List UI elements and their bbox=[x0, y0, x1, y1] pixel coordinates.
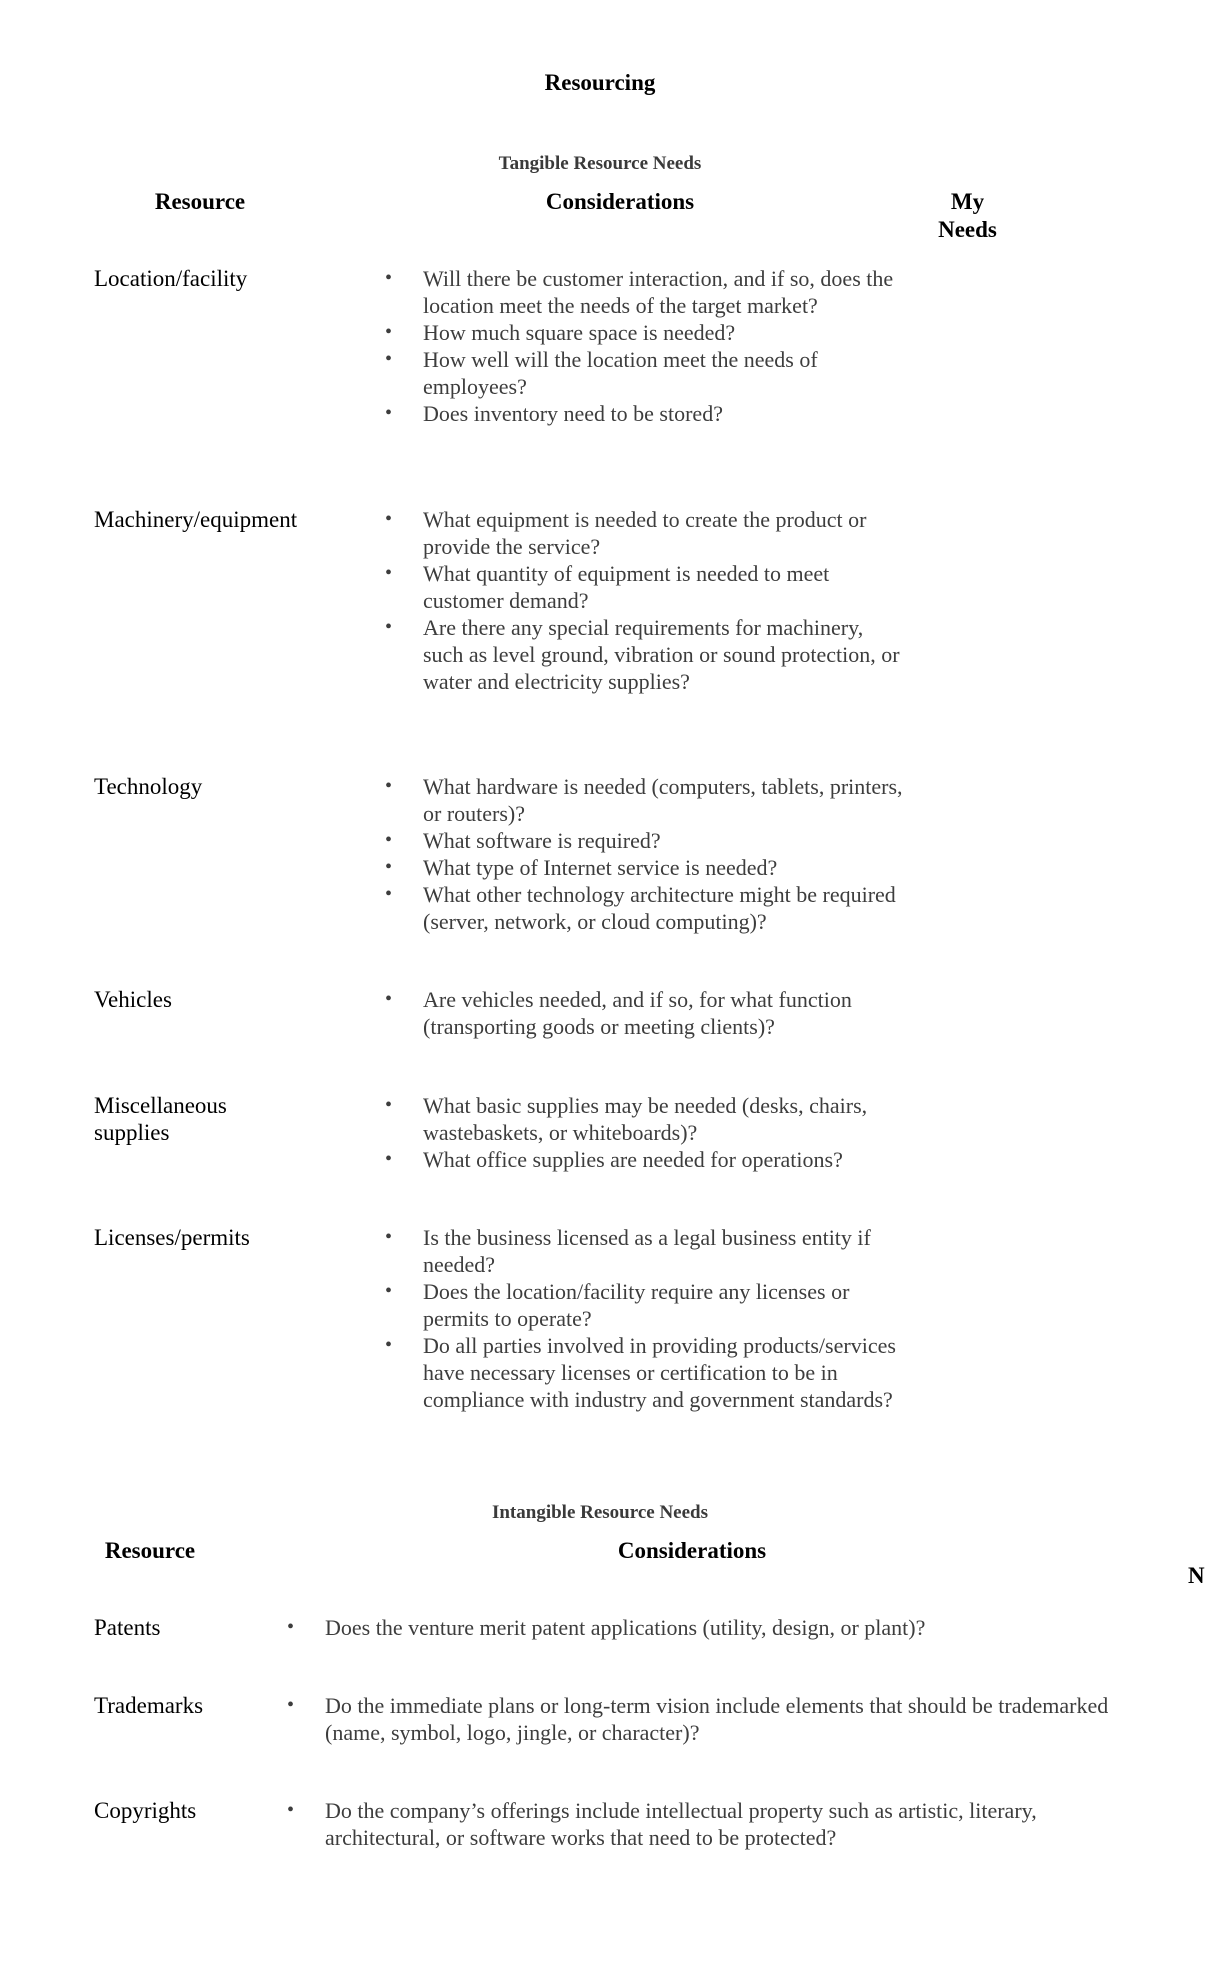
list-item: • How much square space is needed? bbox=[385, 319, 905, 346]
miscellaneous-supplies-considerations bbox=[385, 1092, 905, 1173]
list-item: • What basic supplies may be needed (desks, chairs, wastebaskets, or whiteboards)? bbox=[385, 1092, 905, 1146]
copyrights-considerations bbox=[287, 1797, 1127, 1851]
intangible-considerations-column-header: Considerations bbox=[617, 1538, 767, 1563]
row-label-machinery-equipment: Machinery/equipment bbox=[94, 507, 298, 532]
clipped-column-header: N bbox=[1188, 1563, 1205, 1588]
list-item: • Will there be customer interaction, and if so, does the location meet the needs of the target market? bbox=[385, 265, 905, 319]
machinery-equipment-considerations bbox=[385, 506, 905, 695]
list-item: • Does inventory need to be stored? bbox=[385, 400, 905, 427]
list-item: • What quantity of equipment is needed to meet customer demand? bbox=[385, 560, 905, 614]
intangible-resource-column-header: Resource bbox=[104, 1538, 196, 1563]
list-item: • Do all parties involved in providing products/services have necessary licenses or certification to be in compliance with industry and government standards? bbox=[385, 1332, 905, 1413]
row-label-patents: Patents bbox=[94, 1615, 161, 1640]
my-needs-header-line2: Needs bbox=[938, 217, 997, 242]
list-item: • Is the business licensed as a legal business entity if needed? bbox=[385, 1224, 905, 1278]
vehicles-considerations bbox=[385, 986, 905, 1040]
technology-considerations bbox=[385, 773, 905, 935]
list-item: • What other technology architecture might be required (server, network, or cloud computing)? bbox=[385, 881, 905, 935]
tangible-resource-column-header: Resource bbox=[154, 189, 246, 214]
location-facility-considerations bbox=[385, 265, 905, 427]
patents-considerations bbox=[287, 1614, 1127, 1641]
list-item: • What hardware is needed (computers, tablets, printers, or routers)? bbox=[385, 773, 905, 827]
list-item: • Are vehicles needed, and if so, for what function (transporting goods or meeting clients)? bbox=[385, 986, 905, 1040]
my-needs-column-header bbox=[910, 188, 1025, 244]
list-item: • Does the venture merit patent applications (utility, design, or plant)? bbox=[287, 1614, 1127, 1641]
list-item: • Are there any special requirements for machinery, such as level ground, vibration or sound protection, or water and electricity supplies? bbox=[385, 614, 905, 695]
list-item: • What software is required? bbox=[385, 827, 905, 854]
trademarks-considerations bbox=[287, 1692, 1127, 1746]
list-item: • Do the company’s offerings include intellectual property such as artistic, literary, architectural, or software works that need to be protected? bbox=[287, 1797, 1127, 1851]
licenses-permits-considerations bbox=[385, 1224, 905, 1413]
row-label-trademarks: Trademarks bbox=[94, 1693, 204, 1718]
list-item: • What equipment is needed to create the product or provide the service? bbox=[385, 506, 905, 560]
intangible-section-heading: Intangible Resource Needs bbox=[491, 1502, 709, 1523]
document-title: Resourcing bbox=[544, 70, 656, 95]
row-label-miscellaneous-supplies bbox=[94, 1092, 227, 1146]
list-item: • What office supplies are needed for operations? bbox=[385, 1146, 905, 1173]
row-label-line2: supplies bbox=[94, 1120, 170, 1145]
list-item: • Does the location/facility require any licenses or permits to operate? bbox=[385, 1278, 905, 1332]
my-needs-header-line1: My bbox=[950, 189, 985, 214]
list-item: • How well will the location meet the needs of employees? bbox=[385, 346, 905, 400]
tangible-considerations-column-header: Considerations bbox=[545, 189, 695, 214]
list-item: • Do the immediate plans or long-term vision include elements that should be trademarked (name, symbol, logo, jingle, or character)? bbox=[287, 1692, 1127, 1746]
tangible-section-heading: Tangible Resource Needs bbox=[498, 153, 702, 174]
row-label-location-facility: Location/facility bbox=[94, 266, 248, 291]
row-label-licenses-permits: Licenses/permits bbox=[94, 1225, 250, 1250]
row-label-copyrights: Copyrights bbox=[94, 1798, 197, 1823]
list-item: • What type of Internet service is needed? bbox=[385, 854, 905, 881]
row-label-line1: Miscellaneous bbox=[94, 1093, 227, 1118]
row-label-technology: Technology bbox=[94, 774, 203, 799]
row-label-vehicles: Vehicles bbox=[94, 987, 172, 1012]
